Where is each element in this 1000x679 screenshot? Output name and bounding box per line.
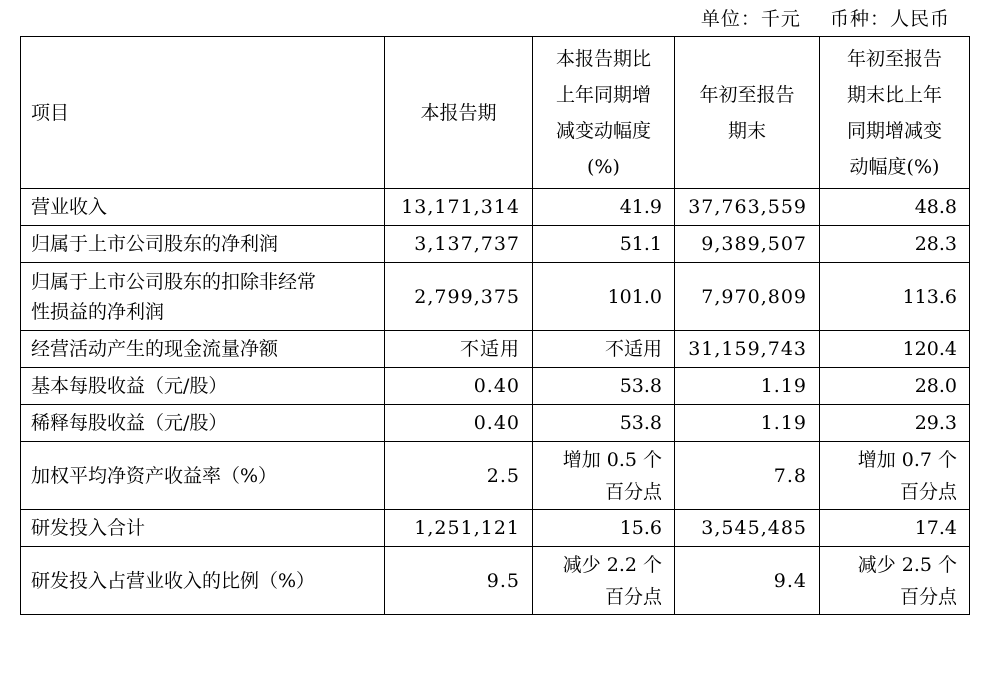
row-current-change	[533, 226, 675, 263]
row-item	[21, 442, 385, 510]
row-ytd-change-line: 29.3	[914, 412, 957, 434]
row-current-change-line: 41.9	[619, 196, 662, 218]
row-ytd-change	[820, 189, 970, 226]
header-row	[21, 37, 970, 189]
row-item-line: 性损益的净利润	[31, 300, 165, 323]
row-item-line: 研发投入合计	[31, 517, 146, 539]
row-current-change	[533, 547, 675, 615]
row-ytd: 1.19	[675, 368, 820, 405]
row-item-line: 加权平均净资产收益率（%）	[31, 464, 278, 487]
row-ytd-change-line: 113.6	[902, 285, 957, 308]
row-current-change-line: 53.8	[619, 412, 662, 434]
header-line: 动幅度(%)	[849, 155, 940, 178]
row-ytd-change	[820, 368, 970, 405]
row-ytd-change	[820, 405, 970, 442]
header-line: 同期增减变	[846, 119, 942, 142]
row-item	[21, 547, 385, 615]
financial-table	[20, 36, 970, 615]
row-ytd: 9,389,507	[675, 226, 820, 263]
row-current: 1,251,121	[385, 510, 533, 547]
row-item	[21, 510, 385, 547]
row-item	[21, 263, 385, 331]
row-current-change-line: 增加 0.5 个	[562, 448, 662, 471]
row-current: 0.40	[385, 368, 533, 405]
row-ytd: 37,763,559	[675, 189, 820, 226]
table-row	[21, 331, 970, 368]
row-current-change-line: 减少 2.2 个	[562, 553, 662, 576]
table-row	[21, 547, 970, 615]
row-current-change-line: 百分点	[604, 585, 662, 608]
row-ytd-change	[820, 263, 970, 331]
header-ytd-change	[820, 37, 970, 189]
row-current-change-line: 百分点	[604, 480, 662, 503]
row-ytd-change-line: 17.4	[914, 517, 957, 539]
row-ytd-change-line: 减少 2.5 个	[857, 553, 957, 576]
row-current-change	[533, 510, 675, 547]
row-current-change-line: 不适用	[604, 338, 662, 360]
row-current: 2.5	[385, 442, 533, 510]
row-current-change-line: 51.1	[619, 233, 662, 255]
row-ytd-change-line: 48.8	[914, 196, 957, 218]
header-item: 项目	[21, 37, 385, 189]
row-current-change	[533, 189, 675, 226]
row-ytd: 7,970,809	[675, 263, 820, 331]
row-current: 0.40	[385, 405, 533, 442]
row-ytd: 3,545,485	[675, 510, 820, 547]
row-ytd-change-line: 百分点	[899, 480, 957, 503]
row-item-line: 归属于上市公司股东的扣除非经常	[31, 270, 317, 293]
header-line: 减变动幅度	[555, 119, 651, 142]
table-row	[21, 405, 970, 442]
row-ytd: 1.19	[675, 405, 820, 442]
row-current-change	[533, 405, 675, 442]
row-item-line: 经营活动产生的现金流量净额	[31, 338, 279, 360]
row-item-line: 基本每股收益（元/股）	[31, 375, 228, 397]
row-current-change-line: 101.0	[607, 285, 662, 308]
header-line: 期末	[727, 119, 766, 142]
row-item-line: 稀释每股收益（元/股）	[31, 412, 228, 434]
row-item	[21, 405, 385, 442]
row-ytd-change	[820, 331, 970, 368]
unit-label: 单位：千元	[700, 8, 801, 30]
row-ytd-change-line: 28.0	[914, 375, 957, 397]
row-current-change	[533, 442, 675, 510]
row-ytd-change	[820, 510, 970, 547]
currency-label: 币种：人民币	[829, 8, 950, 30]
table-row	[21, 368, 970, 405]
header-line: 年初至报告	[699, 83, 795, 106]
header-ytd	[675, 37, 820, 189]
header-line: (%)	[587, 155, 620, 178]
row-ytd-change-line: 增加 0.7 个	[857, 448, 957, 471]
header-line: 本报告期比	[555, 47, 651, 70]
header-line: 上年同期增	[555, 83, 651, 106]
row-ytd-change-line: 28.3	[914, 233, 957, 255]
header-current-change	[533, 37, 675, 189]
header-line: 期末比上年	[846, 83, 942, 106]
row-item	[21, 368, 385, 405]
row-current: 3,137,737	[385, 226, 533, 263]
table-row	[21, 442, 970, 510]
header-line: 年初至报告	[846, 47, 942, 70]
row-ytd: 31,159,743	[675, 331, 820, 368]
row-current-change	[533, 368, 675, 405]
row-ytd-change	[820, 442, 970, 510]
row-ytd-change-line: 120.4	[902, 338, 957, 360]
table-row	[21, 263, 970, 331]
row-item-line: 归属于上市公司股东的净利润	[31, 233, 279, 255]
row-item	[21, 331, 385, 368]
row-item-line: 研发投入占营业收入的比例（%）	[31, 569, 316, 592]
row-item	[21, 189, 385, 226]
row-ytd: 7.8	[675, 442, 820, 510]
row-ytd-change	[820, 226, 970, 263]
row-current: 不适用	[385, 331, 533, 368]
row-current: 13,171,314	[385, 189, 533, 226]
row-ytd-change-line: 百分点	[899, 585, 957, 608]
row-current: 9.5	[385, 547, 533, 615]
row-item	[21, 226, 385, 263]
table-row	[21, 189, 970, 226]
row-current-change-line: 15.6	[619, 517, 662, 539]
header-current: 本报告期	[385, 37, 533, 189]
row-item-line: 营业收入	[31, 196, 108, 218]
row-current-change-line: 53.8	[619, 375, 662, 397]
table-row	[21, 510, 970, 547]
row-ytd-change	[820, 547, 970, 615]
row-current: 2,799,375	[385, 263, 533, 331]
table-row	[21, 226, 970, 263]
unit-currency-line	[701, 4, 950, 31]
row-ytd: 9.4	[675, 547, 820, 615]
row-current-change	[533, 263, 675, 331]
row-current-change	[533, 331, 675, 368]
